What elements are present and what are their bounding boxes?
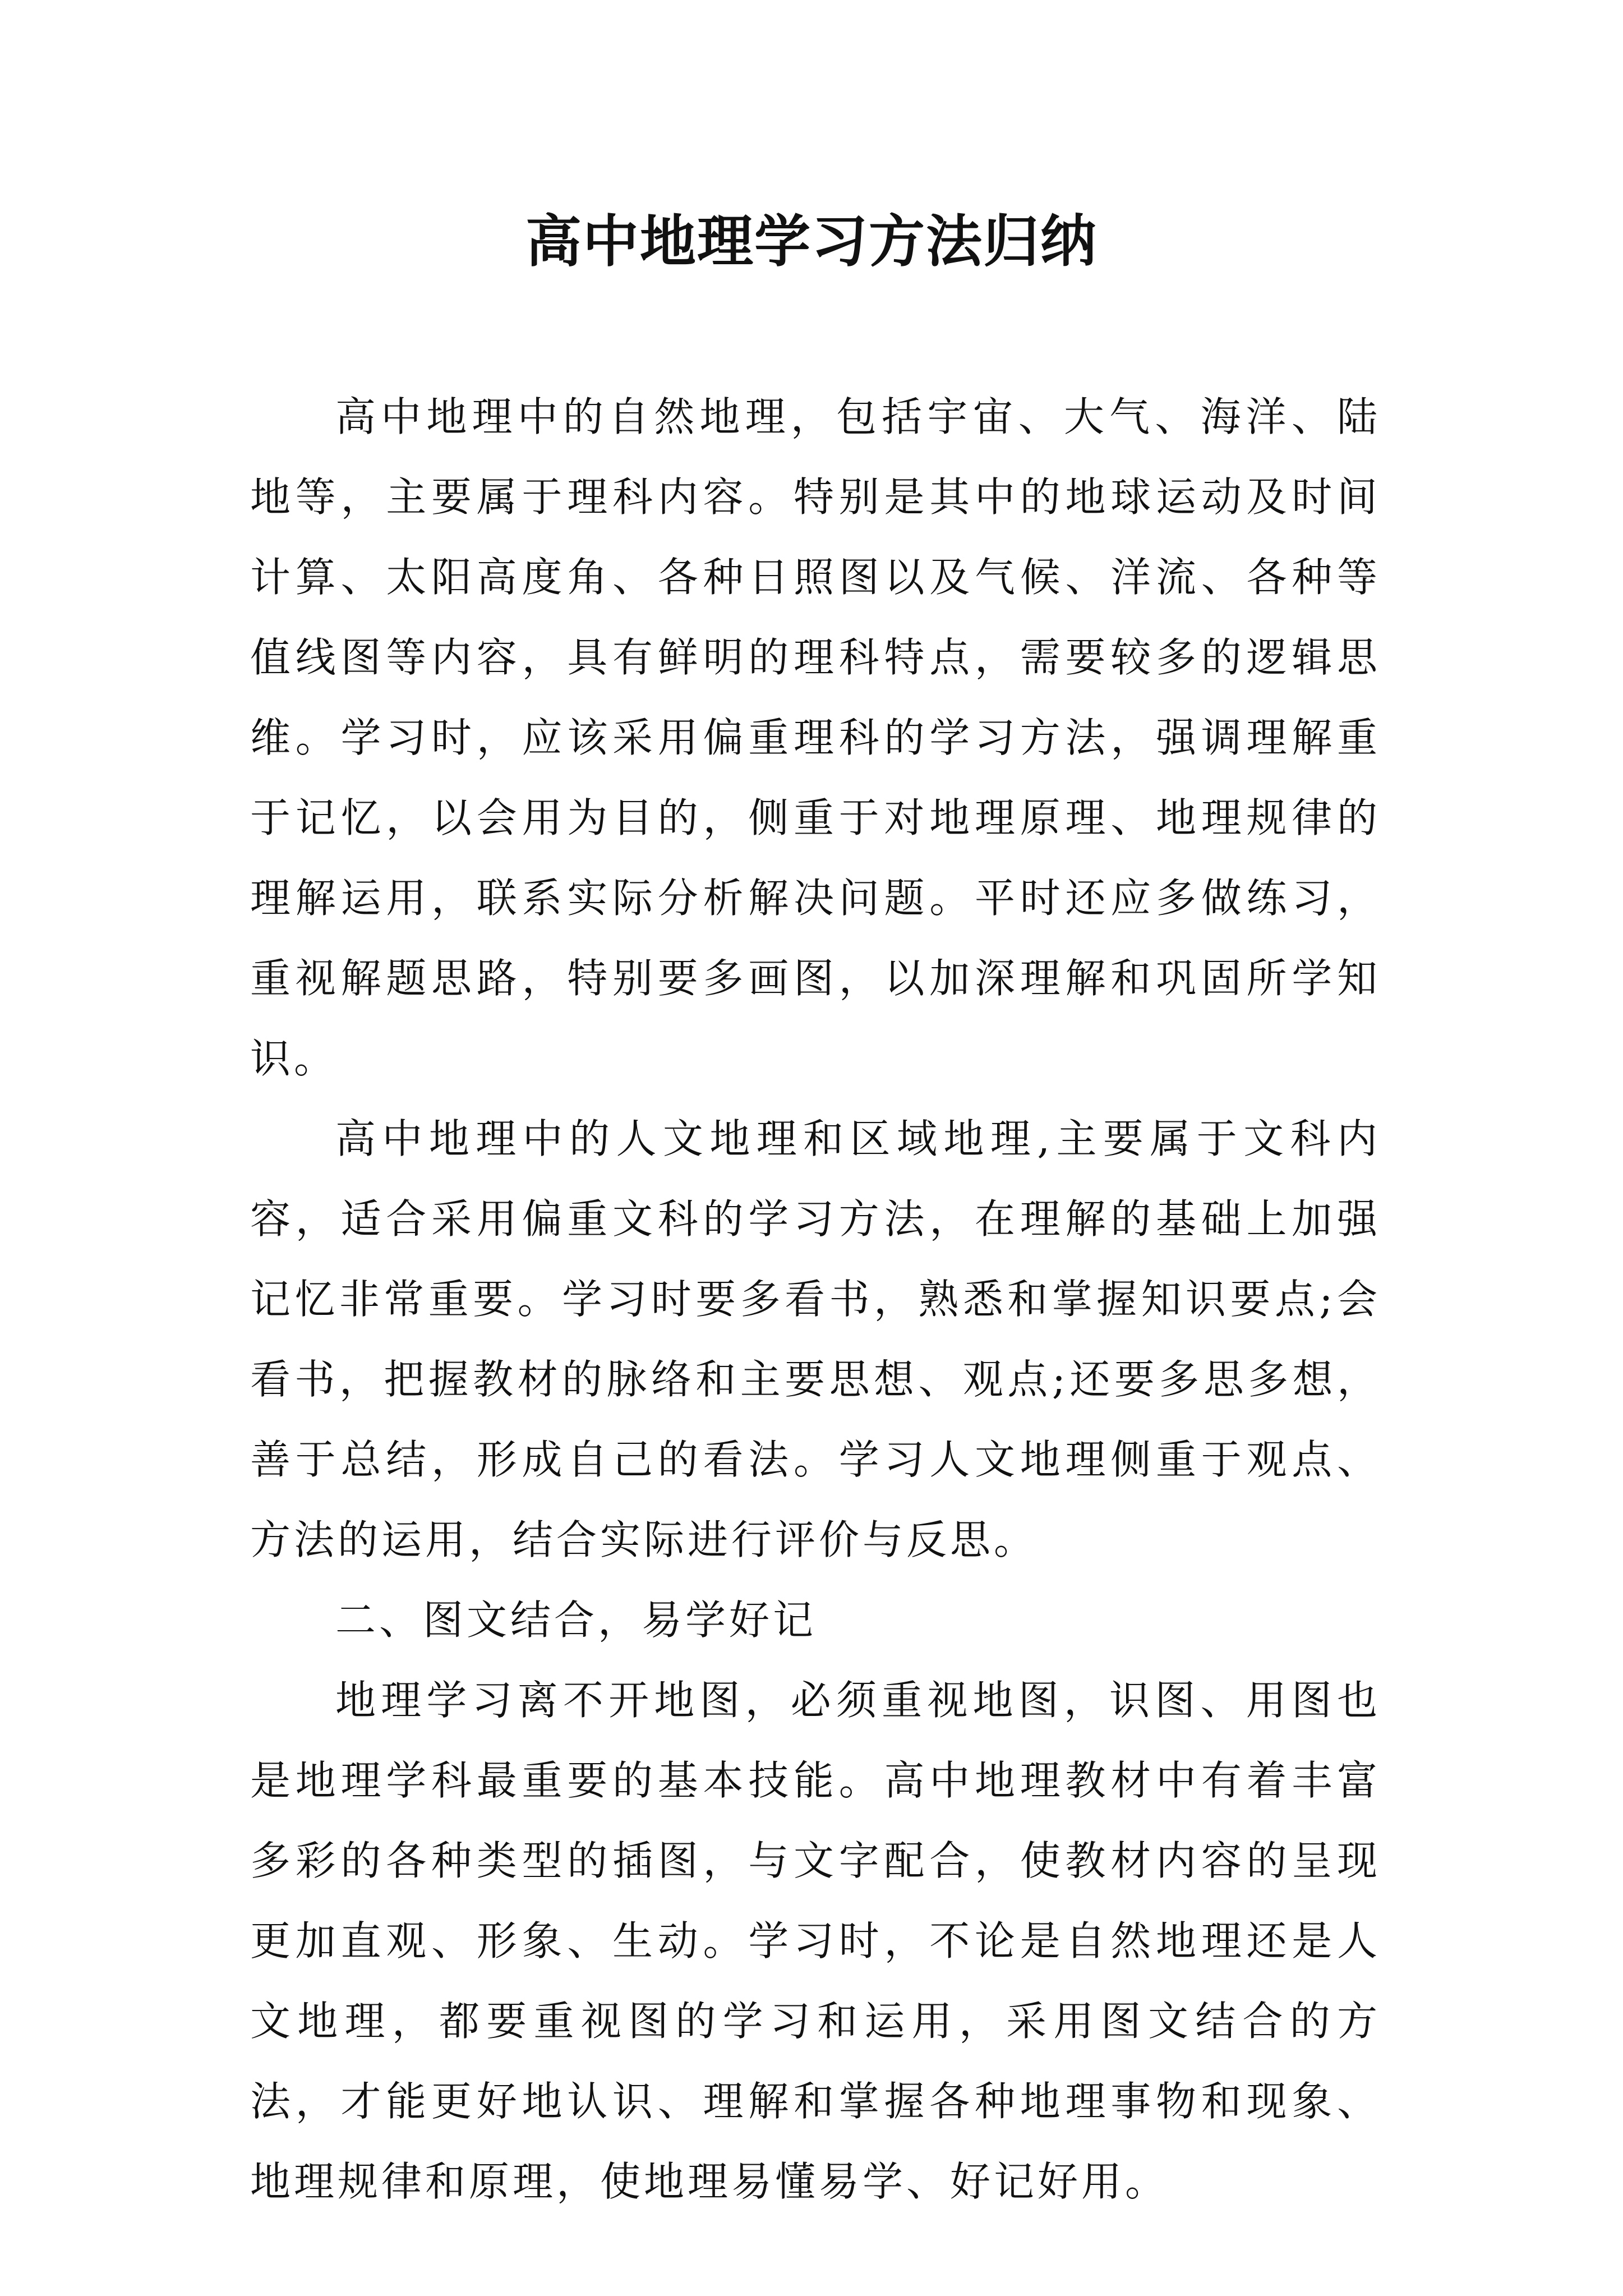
document-body — [250, 377, 1381, 2222]
section-heading: 二、图文结合，易学好记 — [335, 1596, 817, 1644]
paragraph-human-geography: 高中地理中的人文地理和区域地理,主要属于文科内容，适合采用偏重文科的学习方法，在理解的基础上加强记忆非常重要。学习时要多看书，熟悉和掌握知识要点;会看书，把握教材的脉络和主要思想、观点;还要多思多想，善于总结，形成自己的看法。学习人文地理侧重于观点、方法的运用，结合实际进行评价与反思。 — [250, 1115, 1381, 1563]
document-title: 高中地理学习方法归纳 — [525, 208, 1098, 274]
paragraph-maps: 地理学习离不开地图，必须重视地图，识图、用图也是地理学科最重要的基本技能。高中地理教材中有着丰富多彩的各种类型的插图，与文字配合，使教材内容的呈现更加直观、形象、生动。学习时，不论是自然地理还是人文地理，都要重视图的学习和运用，采用图文结合的方法，才能更好地认识、理解和掌握各种地理事物和现象、地理规律和原理，使地理易懂易学、好记好用。 — [250, 1677, 1381, 2205]
paragraph-physical-geography: 高中地理中的自然地理，包括宇宙、大气、海洋、陆地等，主要属于理科内容。特别是其中的地球运动及时间计算、太阳高度角、各种日照图以及气候、洋流、各种等值线图等内容，具有鲜明的理科特点，需要较多的逻辑思维。学习时，应该采用偏重理科的学习方法，强调理解重于记忆，以会用为目的，侧重于对地理原理、地理规律的理解运用，联系实际分析解决问题。平时还应多做练习，重视解题思路，特别要多画图，以加深理解和巩固所学知识。 — [250, 393, 1381, 1082]
